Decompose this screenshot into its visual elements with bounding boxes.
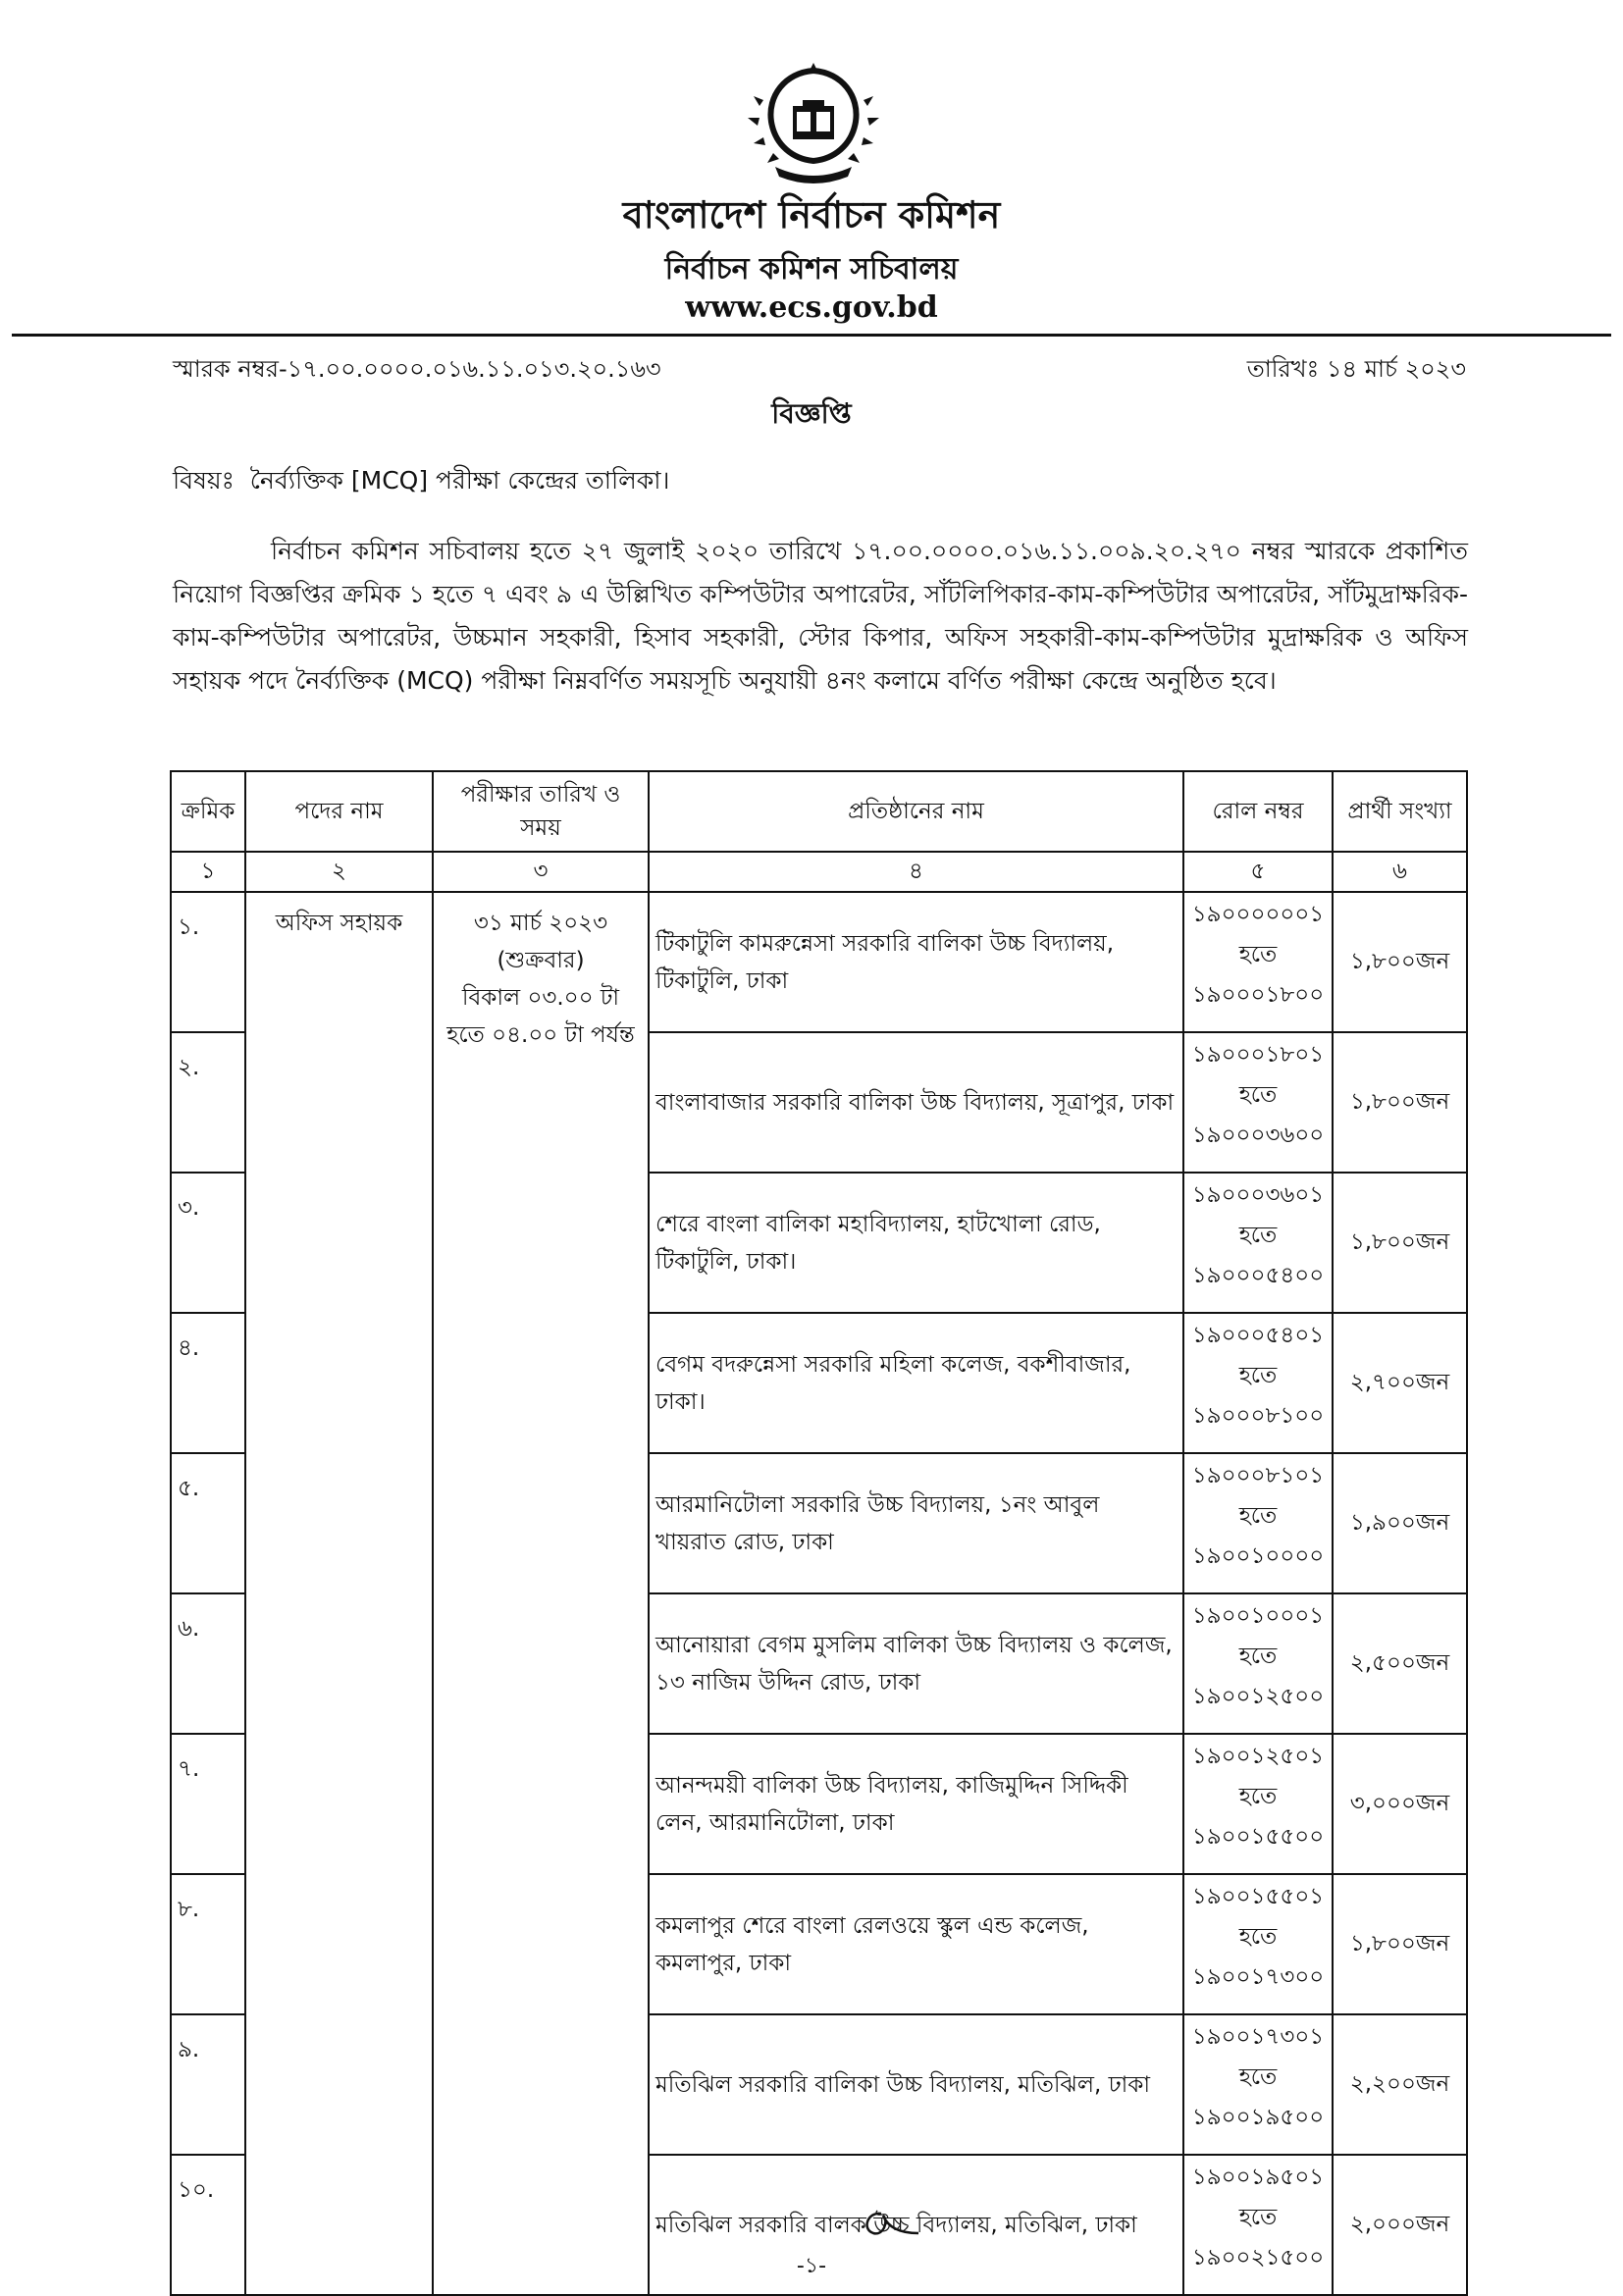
row-serial: ২. xyxy=(171,1032,245,1173)
candidate-count: ২,৫০০জন xyxy=(1333,1593,1467,1734)
header-candidates: প্রার্থী সংখ্যা xyxy=(1333,771,1467,852)
roll-from: ১৯০০০০০০১ xyxy=(1191,902,1325,927)
candidate-count: ১,৯০০জন xyxy=(1333,1453,1467,1593)
roll-from: ১৯০০১২৫০১ xyxy=(1191,1744,1325,1769)
roll-separator: হতে xyxy=(1238,1644,1278,1669)
roll-range xyxy=(1183,1032,1333,1173)
page-number: -১- xyxy=(796,2254,827,2278)
row-serial: ৮. xyxy=(171,1874,245,2014)
exam-date-line: ৩১ মার্চ ২০২৩ xyxy=(473,911,608,936)
table-row xyxy=(171,892,1467,1032)
candidate-count: ১,৮০০জন xyxy=(1333,1032,1467,1173)
org-title: বাংলাদেশ নির্বাচন কমিশন xyxy=(622,193,1001,236)
roll-to: ১৯০০১৫৫০০ xyxy=(1191,1824,1325,1850)
roll-to: ১৯০০১২৫০০ xyxy=(1191,1684,1325,1709)
subject-line: বিষয়ঃ নৈর্ব্যক্তিক [MCQ] পরীক্ষা কেন্দ্রের তালিকা। xyxy=(173,466,670,495)
col-number: ৬ xyxy=(1333,852,1467,892)
roll-range xyxy=(1183,2014,1333,2155)
row-serial: ১. xyxy=(171,892,245,1032)
institution-name: শেরে বাংলা বালিকা মহাবিদ্যালয়, হাটখোলা রোড, টিকাটুলি, ঢাকা। xyxy=(649,1173,1183,1313)
institution-name: টিকাটুলি কামরুন্নেসা সরকারি বালিকা উচ্চ বিদ্যালয়, টিকাটুলি, ঢাকা xyxy=(649,892,1183,1032)
roll-separator: হতে xyxy=(1238,1363,1278,1388)
col-number: ৩ xyxy=(433,852,649,892)
candidate-count: ২,২০০জন xyxy=(1333,2014,1467,2155)
body-paragraph: নির্বাচন কমিশন সচিবালয় হতে ২৭ জুলাই ২০২০ তারিখে ১৭.০০.০০০০.০১৬.১১.০০৯.২০.২৭০ নম্বর স্মারকে প্রকাশিত নিয়োগ বিজ্ঞপ্তির ক্রমিক ১ হতে ৭ এবং ৯ এ উল্লিখিত কম্পিউটার অপারেটর, সাঁটলিপিকার-কাম-কম্পিউটার অপারেটর, সাঁটমুদ্রাক্ষরিক-কাম-কম্পিউটার অপারেটর, উচ্চমান সহকারী, হিসাব সহকারী, স্টোর কিপার, অফিস সহকারী-কাম-কম্পিউটার মুদ্রাক্ষরিক ও অফিস সহায়ক পদে নৈর্ব্যক্তিক (MCQ) পরীক্ষা নিম্নবর্ণিত সময়সূচি অনুযায়ী ৪নং কলামে বর্ণিত পরীক্ষা কেন্দ্রে অনুষ্ঠিত হবে। xyxy=(173,537,1468,695)
candidate-count: ৩,০০০জন xyxy=(1333,1734,1467,1874)
org-website[interactable]: www.ecs.gov.bd xyxy=(685,290,938,325)
roll-to: ১৯০০০৩৬০০ xyxy=(1191,1122,1325,1148)
notice-title: বিজ্ঞপ্তি xyxy=(771,397,852,430)
roll-from: ১৯০০১৯৫০১ xyxy=(1191,2165,1325,2190)
row-serial: ৭. xyxy=(171,1734,245,1874)
roll-to: ১৯০০১৭৩০০ xyxy=(1191,1964,1325,1990)
col-number: ২ xyxy=(245,852,433,892)
roll-separator: হতে xyxy=(1238,1784,1278,1809)
roll-from: ১৯০০০৩৬০১ xyxy=(1191,1182,1325,1208)
col-number: ৫ xyxy=(1183,852,1333,892)
roll-separator: হতে xyxy=(1238,942,1278,967)
post-name: অফিস সহায়ক xyxy=(245,892,433,2295)
row-serial: ৯. xyxy=(171,2014,245,2155)
candidate-count: ১,৮০০জন xyxy=(1333,892,1467,1032)
institution-name: মতিঝিল সরকারি বালক উচ্চ বিদ্যালয়, মতিঝিল, ঢাকা xyxy=(649,2155,1183,2295)
exam-date-line: (শুক্রবার) xyxy=(497,948,585,973)
header-roll: রোল নম্বর xyxy=(1183,771,1333,852)
institution-name: কমলাপুর শেরে বাংলা রেলওয়ে স্কুল এন্ড কলেজ, কমলাপুর, ঢাকা xyxy=(649,1874,1183,2014)
roll-range xyxy=(1183,1453,1333,1593)
roll-to: ১৯০০১০০০০ xyxy=(1191,1543,1325,1569)
roll-to: ১৯০০২১৫০০ xyxy=(1191,2245,1325,2270)
roll-separator: হতে xyxy=(1238,1924,1278,1950)
roll-from: ১৯০০০১৮০১ xyxy=(1191,1042,1325,1068)
roll-range xyxy=(1183,1313,1333,1453)
candidate-count: ১,৮০০জন xyxy=(1333,1173,1467,1313)
roll-to: ১৯০০০৫৪০০ xyxy=(1191,1263,1325,1288)
header-divider xyxy=(12,334,1611,337)
roll-from: ১৯০০১৭৩০১ xyxy=(1191,2024,1325,2050)
memo-date: তারিখঃ ১৪ মার্চ ২০২৩ xyxy=(1246,355,1466,383)
roll-from: ১৯০০০৫৪০১ xyxy=(1191,1323,1325,1348)
exam-date-line: বিকাল ০৩.০০ টা xyxy=(461,985,620,1011)
roll-from: ১৯০০১০০০১ xyxy=(1191,1603,1325,1629)
exam-date-line: হতে ০৪.০০ টা পর্যন্ত xyxy=(446,1022,635,1048)
candidate-count: ২,০০০জন xyxy=(1333,2155,1467,2295)
header-institution: প্রতিষ্ঠানের নাম xyxy=(649,771,1183,852)
roll-to: ১৯০০১৯৫০০ xyxy=(1191,2105,1325,2130)
initial-signature-icon xyxy=(854,2204,922,2243)
roll-separator: হতে xyxy=(1238,2064,1278,2090)
roll-separator: হতে xyxy=(1238,1223,1278,1248)
election-commission-emblem-icon xyxy=(746,61,881,188)
roll-range xyxy=(1183,1734,1333,1874)
row-serial: ৩. xyxy=(171,1173,245,1313)
col-number: ১ xyxy=(171,852,245,892)
exam-date-time xyxy=(433,892,649,2295)
roll-from: ১৯০০০৮১০১ xyxy=(1191,1463,1325,1488)
col-number: ৪ xyxy=(649,852,1183,892)
roll-separator: হতে xyxy=(1238,1082,1278,1108)
memo-number: স্মারক নম্বর-১৭.০০.০০০০.০১৬.১১.০১৩.২০.১৬৩ xyxy=(173,355,661,383)
roll-to: ১৯০০০১৮০০ xyxy=(1191,982,1325,1008)
header-serial: ক্রমিক xyxy=(171,771,245,852)
roll-to: ১৯০০০৮১০০ xyxy=(1191,1403,1325,1429)
row-serial: ৬. xyxy=(171,1593,245,1734)
institution-name: আনোয়ারা বেগম মুসলিম বালিকা উচ্চ বিদ্যালয় ও কলেজ, ১৩ নাজিম উদ্দিন রোড, ঢাকা xyxy=(649,1593,1183,1734)
roll-range xyxy=(1183,1173,1333,1313)
row-serial: ৫. xyxy=(171,1453,245,1593)
column-number-row xyxy=(171,852,1467,892)
exam-centre-table xyxy=(170,770,1468,2296)
roll-separator: হতে xyxy=(1238,2205,1278,2230)
institution-name: বেগম বদরুন্নেসা সরকারি মহিলা কলেজ, বকশীবাজার, ঢাকা। xyxy=(649,1313,1183,1453)
roll-range xyxy=(1183,1874,1333,2014)
roll-from: ১৯০০১৫৫০১ xyxy=(1191,1884,1325,1909)
roll-separator: হতে xyxy=(1238,1503,1278,1529)
header-date: পরীক্ষার তারিখ ও সময় xyxy=(433,771,649,852)
institution-name: আরমানিটোলা সরকারি উচ্চ বিদ্যালয়, ১নং আবুল খায়রাত রোড, ঢাকা xyxy=(649,1453,1183,1593)
candidate-count: ১,৮০০জন xyxy=(1333,1874,1467,2014)
table-header-row xyxy=(171,771,1467,852)
header-post: পদের নাম xyxy=(245,771,433,852)
roll-range xyxy=(1183,1593,1333,1734)
row-serial: ৪. xyxy=(171,1313,245,1453)
org-subtitle: নির্বাচন কমিশন সচিবালয় xyxy=(664,252,959,287)
institution-name: আনন্দময়ী বালিকা উচ্চ বিদ্যালয়, কাজিমুদ্দিন সিদ্দিকী লেন, আরমানিটোলা, ঢাকা xyxy=(649,1734,1183,1874)
institution-name: বাংলাবাজার সরকারি বালিকা উচ্চ বিদ্যালয়, সূত্রাপুর, ঢাকা xyxy=(649,1032,1183,1173)
institution-name: মতিঝিল সরকারি বালিকা উচ্চ বিদ্যালয়, মতিঝিল, ঢাকা xyxy=(649,2014,1183,2155)
row-serial: ১০. xyxy=(171,2155,245,2295)
roll-range xyxy=(1183,892,1333,1032)
candidate-count: ২,৭০০জন xyxy=(1333,1313,1467,1453)
